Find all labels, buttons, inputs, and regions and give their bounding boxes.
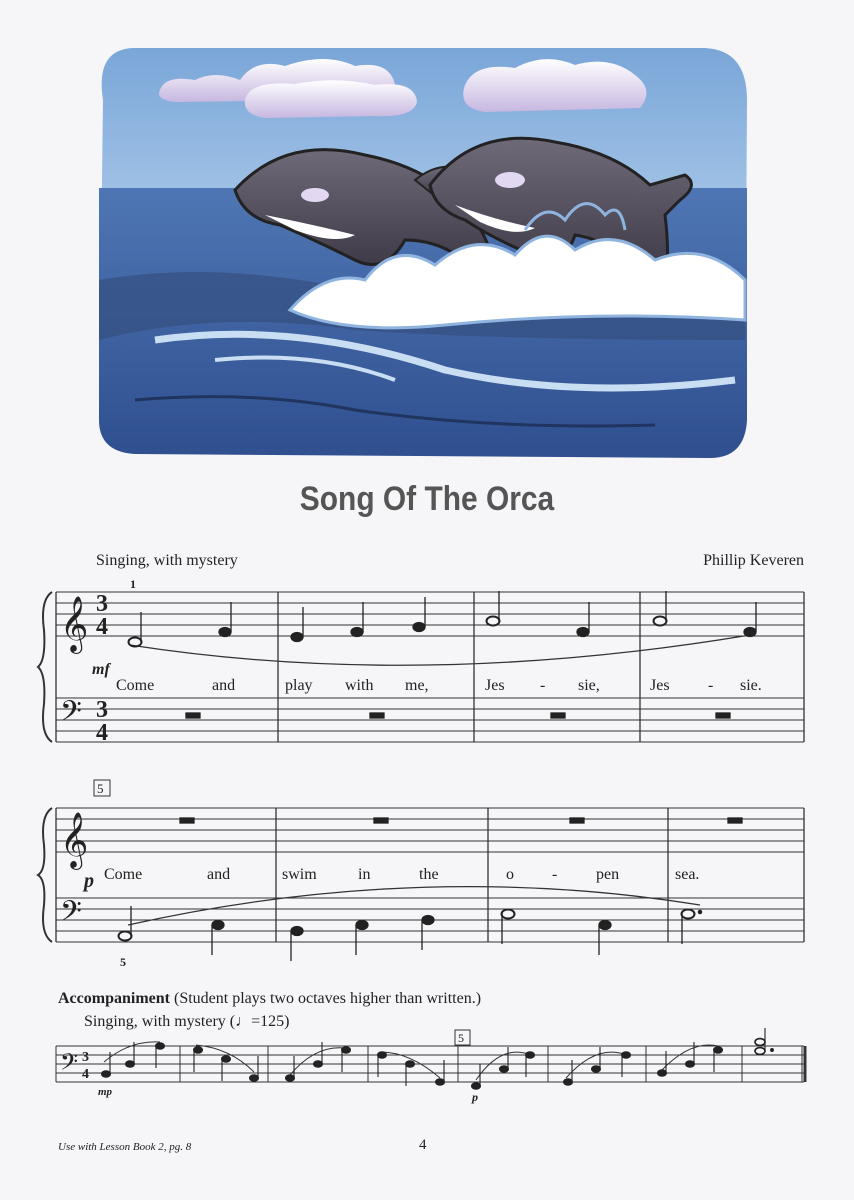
svg-text:me,: me, [405, 677, 429, 694]
svg-text:4: 4 [82, 1067, 89, 1082]
svg-text:and: and [212, 677, 236, 694]
system-1-notes [129, 591, 757, 718]
system-2-lyrics [104, 866, 699, 883]
svg-text:pen: pen [596, 866, 620, 883]
bass-clef-icon: 𝄢 [60, 695, 82, 735]
svg-text:Come: Come [104, 866, 143, 883]
dynamic-mf: mf [92, 661, 110, 678]
svg-text:sie,: sie, [578, 677, 600, 694]
song-title: Song Of The Orca [299, 480, 555, 518]
dynamic-mp: mp [98, 1086, 113, 1098]
svg-text:-: - [708, 677, 714, 694]
measure-number-5: 5 [97, 781, 104, 796]
system-2-treble-staff [56, 808, 804, 852]
svg-text:in: in [358, 866, 371, 883]
svg-text:o: o [506, 866, 514, 883]
dynamic-p: p [84, 870, 94, 892]
treble-clef-icon: 𝄞 [60, 596, 89, 652]
system-1-bass-staff [56, 698, 804, 742]
svg-text:Jes: Jes [650, 677, 670, 694]
svg-text:and: and [207, 866, 231, 883]
svg-text:-: - [540, 677, 546, 694]
measure-number-1: 1 [130, 577, 136, 591]
svg-text:-: - [552, 866, 558, 883]
system-1-lyrics [116, 677, 762, 694]
footer-note: Use with Lesson Book 2, pg. 8 [58, 1141, 192, 1153]
bass-clef-icon-2: 𝄢 [60, 895, 82, 935]
svg-text:sea.: sea. [675, 866, 700, 883]
svg-text:with: with [345, 677, 374, 694]
accompaniment-tempo: Singing, with mystery (♩=125) [84, 1013, 290, 1030]
tempo-marking: Singing, with mystery [96, 552, 238, 569]
system-1-phrase-slur [130, 635, 750, 665]
time-sig-top: 3 [96, 591, 108, 617]
system-2-phrase-slur [128, 887, 700, 925]
svg-text:sie.: sie. [740, 677, 762, 694]
bass-time-sig-bottom: 4 [96, 720, 108, 746]
dynamic-p-acc: p [472, 1090, 478, 1104]
system-1-treble-staff [56, 592, 804, 636]
bass-clef-icon-3: 𝄢 [60, 1048, 79, 1081]
accompaniment-heading: Accompaniment (Student plays two octaves higher than written.) [58, 990, 482, 1007]
system-2-brace [38, 808, 52, 942]
svg-text:Come: Come [116, 677, 155, 694]
svg-text:3: 3 [82, 1050, 89, 1065]
quarter-note-icon: ♩ [235, 1013, 252, 1030]
svg-text:Jes: Jes [485, 677, 505, 694]
svg-text:the: the [419, 866, 439, 883]
composer-name: Phillip Keveren [703, 552, 804, 569]
svg-text:play: play [285, 677, 313, 694]
bass-time-sig-top: 3 [96, 697, 108, 723]
page-number: 4 [419, 1137, 427, 1153]
svg-text:swim: swim [282, 866, 317, 883]
fingering-5: 5 [120, 955, 126, 969]
accompaniment-notes [102, 1028, 774, 1089]
accompaniment-staff [56, 1030, 805, 1082]
system-2-notes [119, 818, 743, 961]
system-1-brace [38, 592, 52, 742]
svg-text:5: 5 [458, 1031, 464, 1045]
treble-clef-icon-2: 𝄞 [60, 812, 89, 868]
time-sig-bottom: 4 [96, 614, 108, 640]
